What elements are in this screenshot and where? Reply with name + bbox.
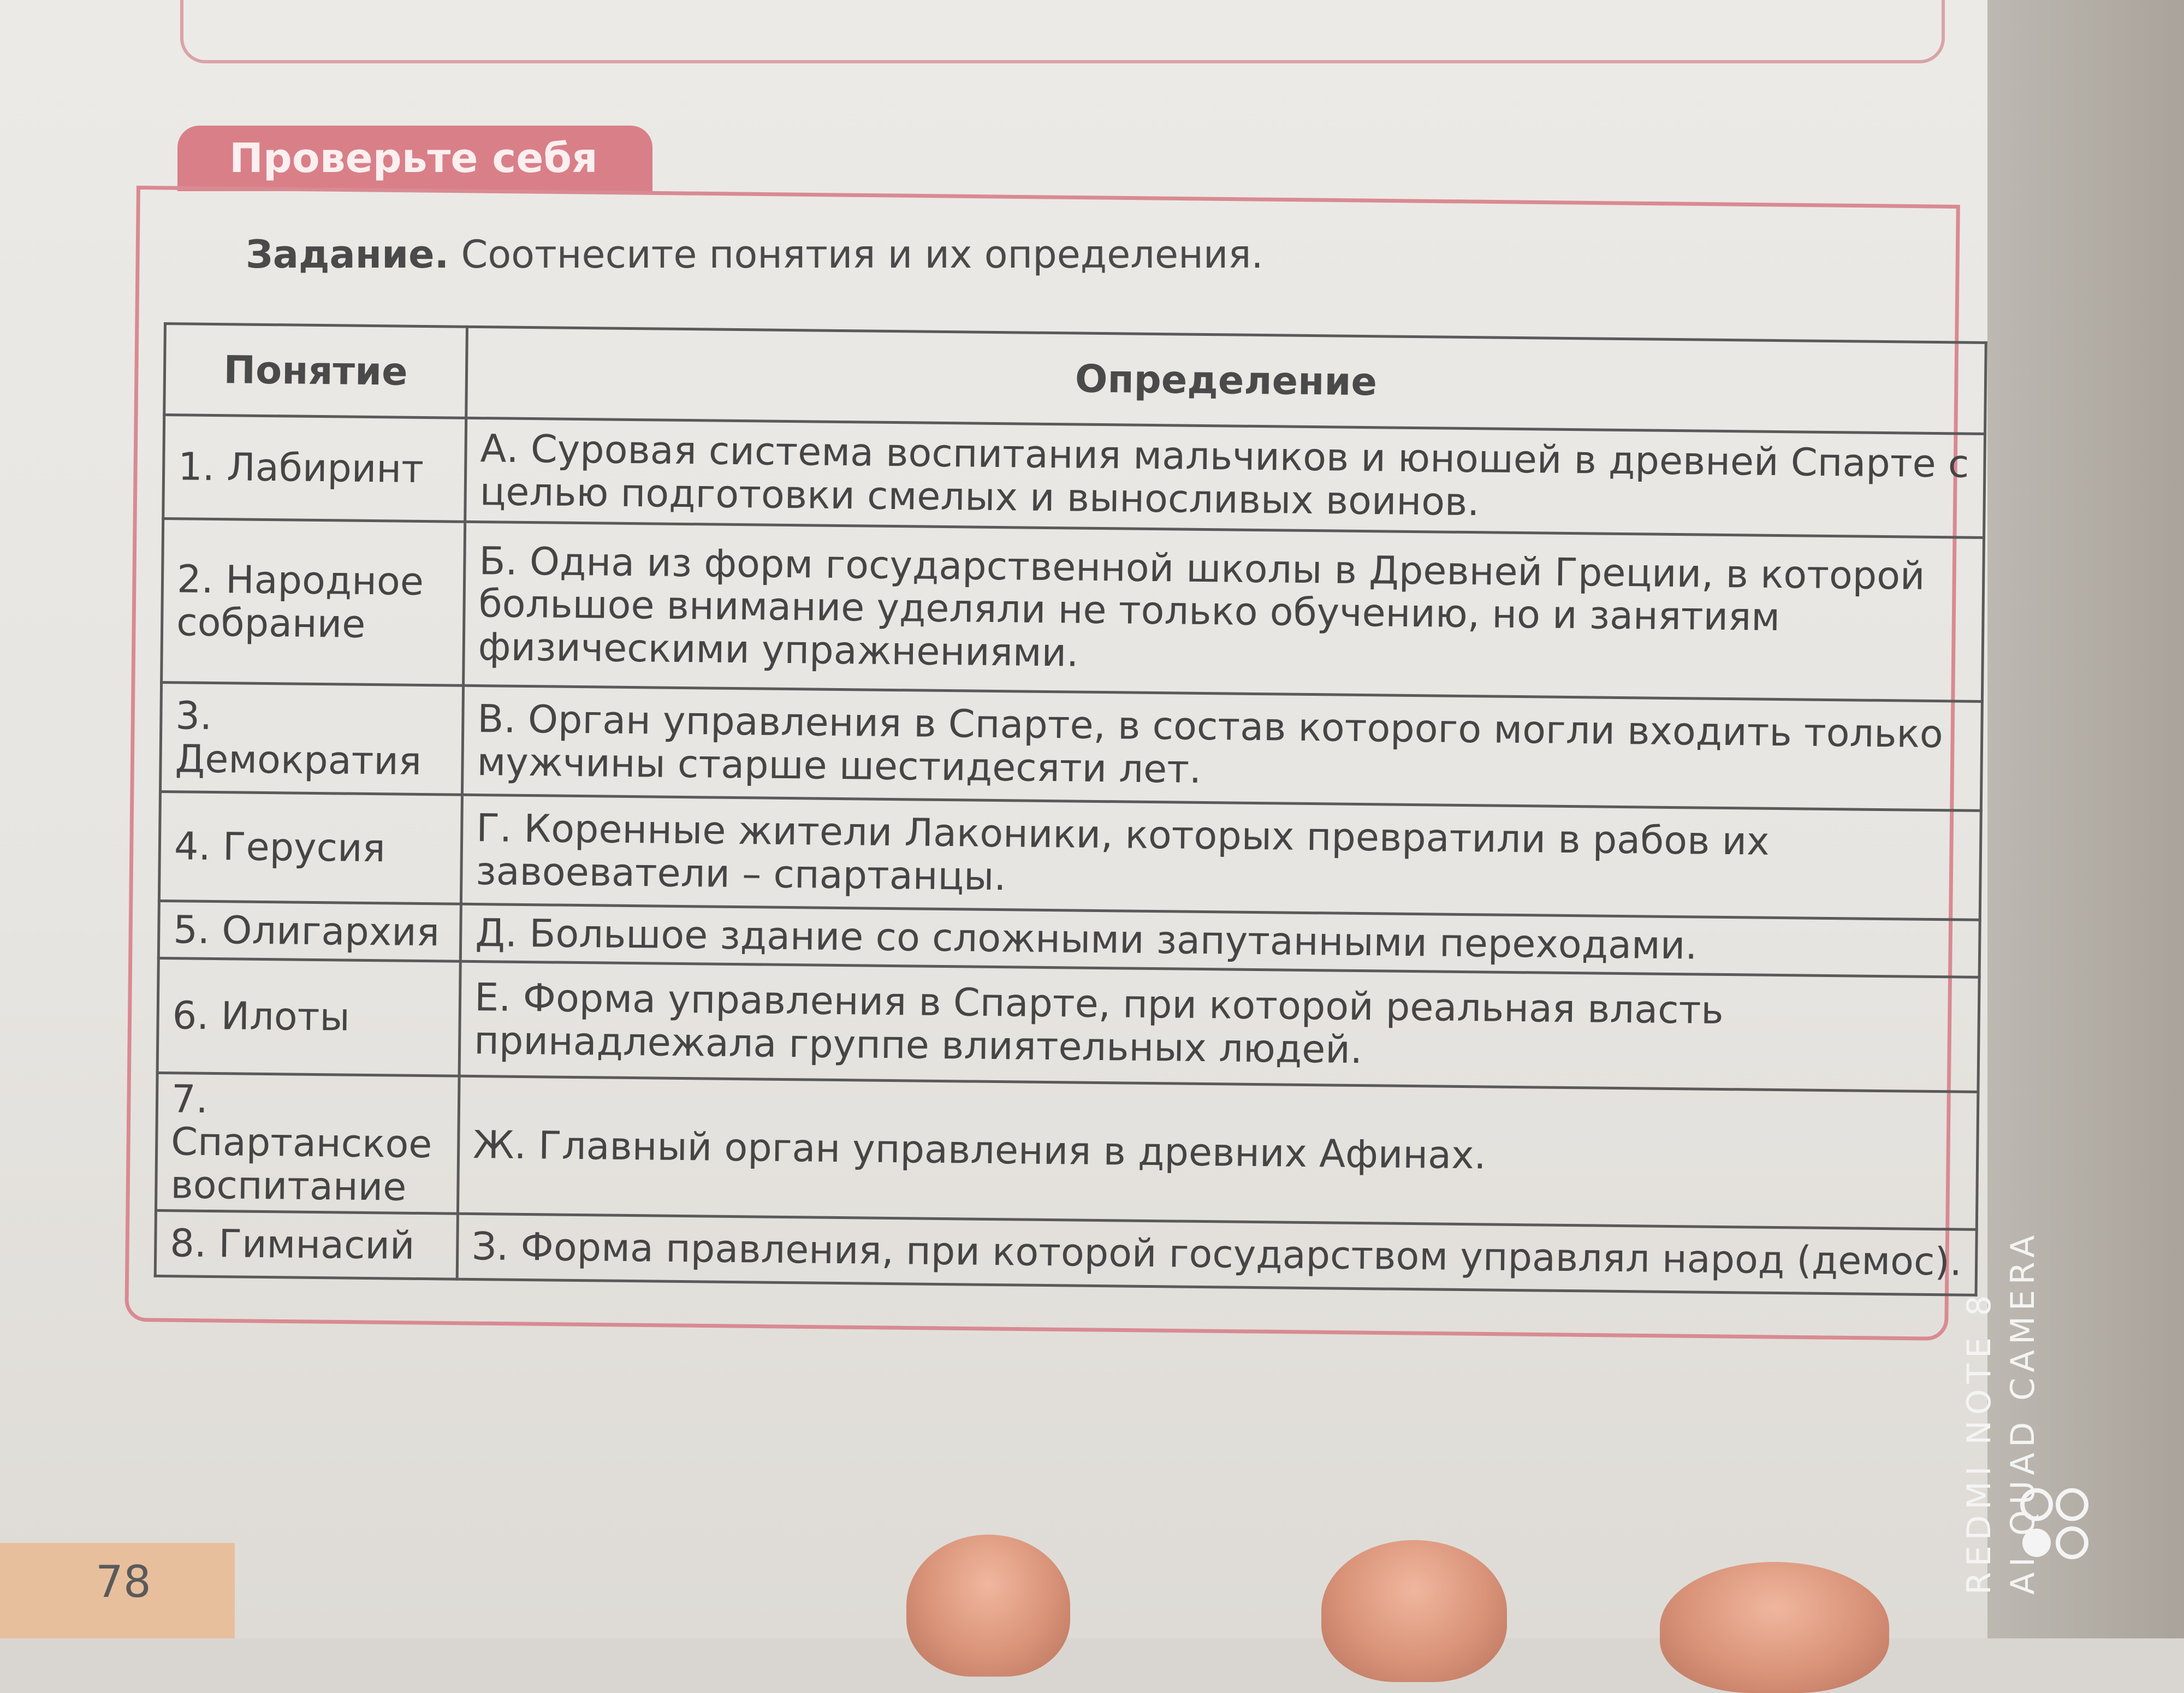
term-cell: 8. Гимнасий [155, 1211, 458, 1280]
definition-cell: Д. Большое здание со сложными запутанными переходами. [460, 904, 1980, 977]
term-cell: 6. Илоты [157, 958, 460, 1076]
task-instruction [246, 232, 1263, 277]
table-row [157, 958, 1979, 1092]
term-cell: 1. Лабиринт [163, 415, 466, 522]
table-row [159, 791, 1981, 920]
task-text: Соотнесите понятия и их определения. [449, 232, 1263, 277]
task-lead: Задание. [246, 232, 449, 277]
definition-cell: Г. Коренные жители Лаконики, которых превратили в рабов их завоеватели – спартанцы. [461, 795, 1981, 920]
term-cell: 5. Олигархия [158, 901, 461, 961]
definition-cell: Ж. Главный орган управления в древних Афинах. [458, 1076, 1978, 1229]
definition-cell: Б. Одна из форм государственной школы в Древней Греции, в которой большое внимание уделяли не только обучению, но и занятиям физическими упражнениями. [464, 522, 1984, 701]
header-definition: Определение [466, 327, 1986, 434]
camera-watermark [1957, 1230, 2045, 1595]
term-cell: 3. Демократия [160, 682, 463, 795]
watermark-line2: AI QUAD CAMERA [2004, 1229, 2042, 1595]
definition-cell: А. Суровая система воспитания мальчиков и юношей в древней Спарте с целью подготовки смелых и выносливых воинов. [465, 418, 1985, 537]
finger-right [1660, 1562, 1889, 1693]
finger-left [906, 1535, 1070, 1677]
term-cell: 4. Герусия [159, 791, 462, 904]
definition-cell: Е. Форма управления в Спарте, при которой реальная власть принадлежала группе влиятельных людей. [459, 961, 1979, 1092]
page-number: 78 [96, 1556, 151, 1607]
previous-section-box [180, 0, 1945, 63]
section-tab: Проверьте себя [177, 126, 652, 191]
watermark-line1: REDMI NOTE 8 [1960, 1289, 1998, 1595]
finger-middle [1321, 1540, 1507, 1682]
header-term: Понятие [164, 324, 467, 418]
matching-table [154, 322, 1987, 1297]
definition-cell: З. Форма правления, при которой государством управлял народ (демос). [457, 1213, 1977, 1295]
table-row [160, 682, 1982, 810]
table-row [156, 1073, 1978, 1229]
term-cell: 2. Народное собрание [162, 519, 465, 686]
definition-cell: В. Орган управления в Спарте, в состав которого могли входить только мужчины старше шестидесяти лет. [462, 685, 1982, 810]
table-row [162, 519, 1984, 702]
term-cell: 7. Спартанское воспитание [156, 1073, 459, 1213]
table-row [163, 415, 1985, 538]
